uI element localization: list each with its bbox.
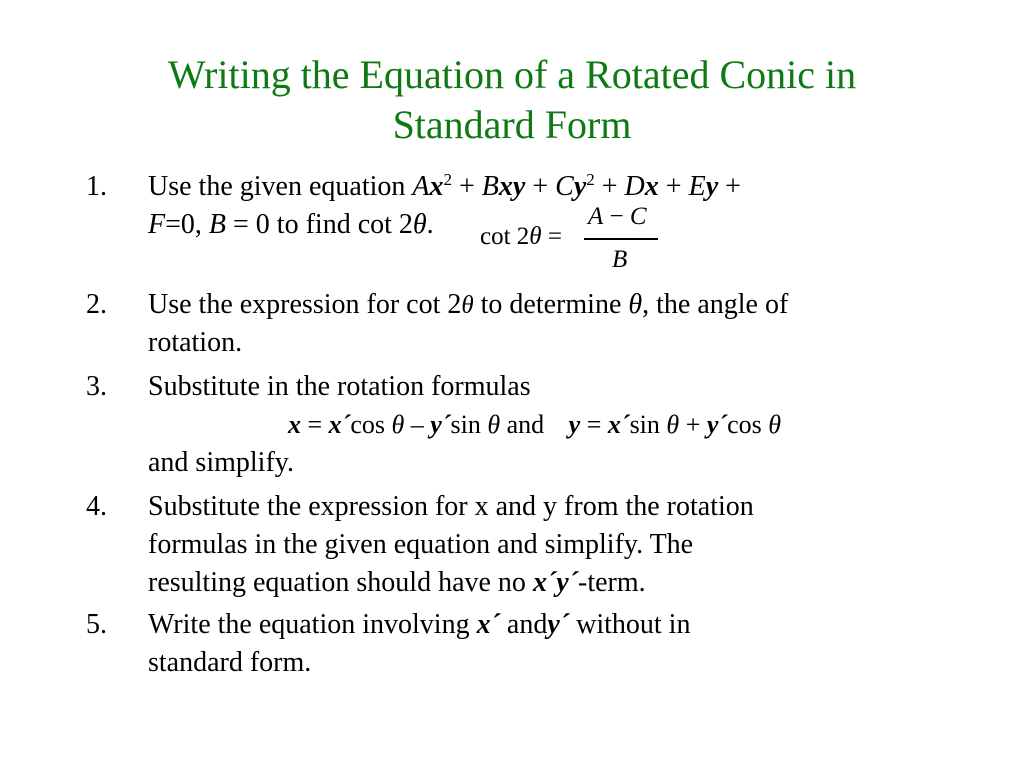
fraction-bar xyxy=(584,238,658,240)
title-line-2: Standard Form xyxy=(392,102,632,147)
step-2-line-1: Use the expression for cot 2θ to determine θ, the angle of xyxy=(148,289,789,320)
formula-lhs: cot 2θ = xyxy=(480,223,562,250)
step-4-line-3: resulting equation should have no x´y´-term. xyxy=(148,567,646,598)
step-number: 3. xyxy=(86,371,107,402)
title-line-1: Writing the Equation of a Rotated Conic in xyxy=(167,52,857,97)
step-4-line-1: Substitute the expression for x and y from the rotation xyxy=(148,491,754,522)
step-number: 5. xyxy=(86,609,107,640)
rotation-formulas: x = x´cos θ – y´sin θ and y = x´sin θ + y´cos θ xyxy=(288,410,782,439)
step-2-line-2: rotation. xyxy=(148,327,243,358)
step-number: 1. xyxy=(86,171,107,202)
step-5-line-1: Write the equation involving x´ andy´ without in xyxy=(148,609,691,640)
formula-denominator: B xyxy=(612,246,628,273)
step-1-line-2: F=0, B = 0 to find cot 2θ. xyxy=(148,209,434,240)
step-3-line-1: Substitute in the rotation formulas xyxy=(148,371,531,402)
step-1-line-1: Use the given equation Ax$^2$ + Bxy + Cy$^2$ + Dx + Ey + xyxy=(148,170,741,202)
step-number: 2. xyxy=(86,289,107,320)
step-3-line-3: and simplify. xyxy=(148,447,294,478)
formula-numerator: A − C xyxy=(588,203,647,230)
cot-formula xyxy=(480,205,660,275)
step-5-line-2: standard form. xyxy=(148,647,312,678)
step-4-line-2: formulas in the given equation and simplify. The xyxy=(148,529,694,560)
step-number: 4. xyxy=(86,491,107,522)
